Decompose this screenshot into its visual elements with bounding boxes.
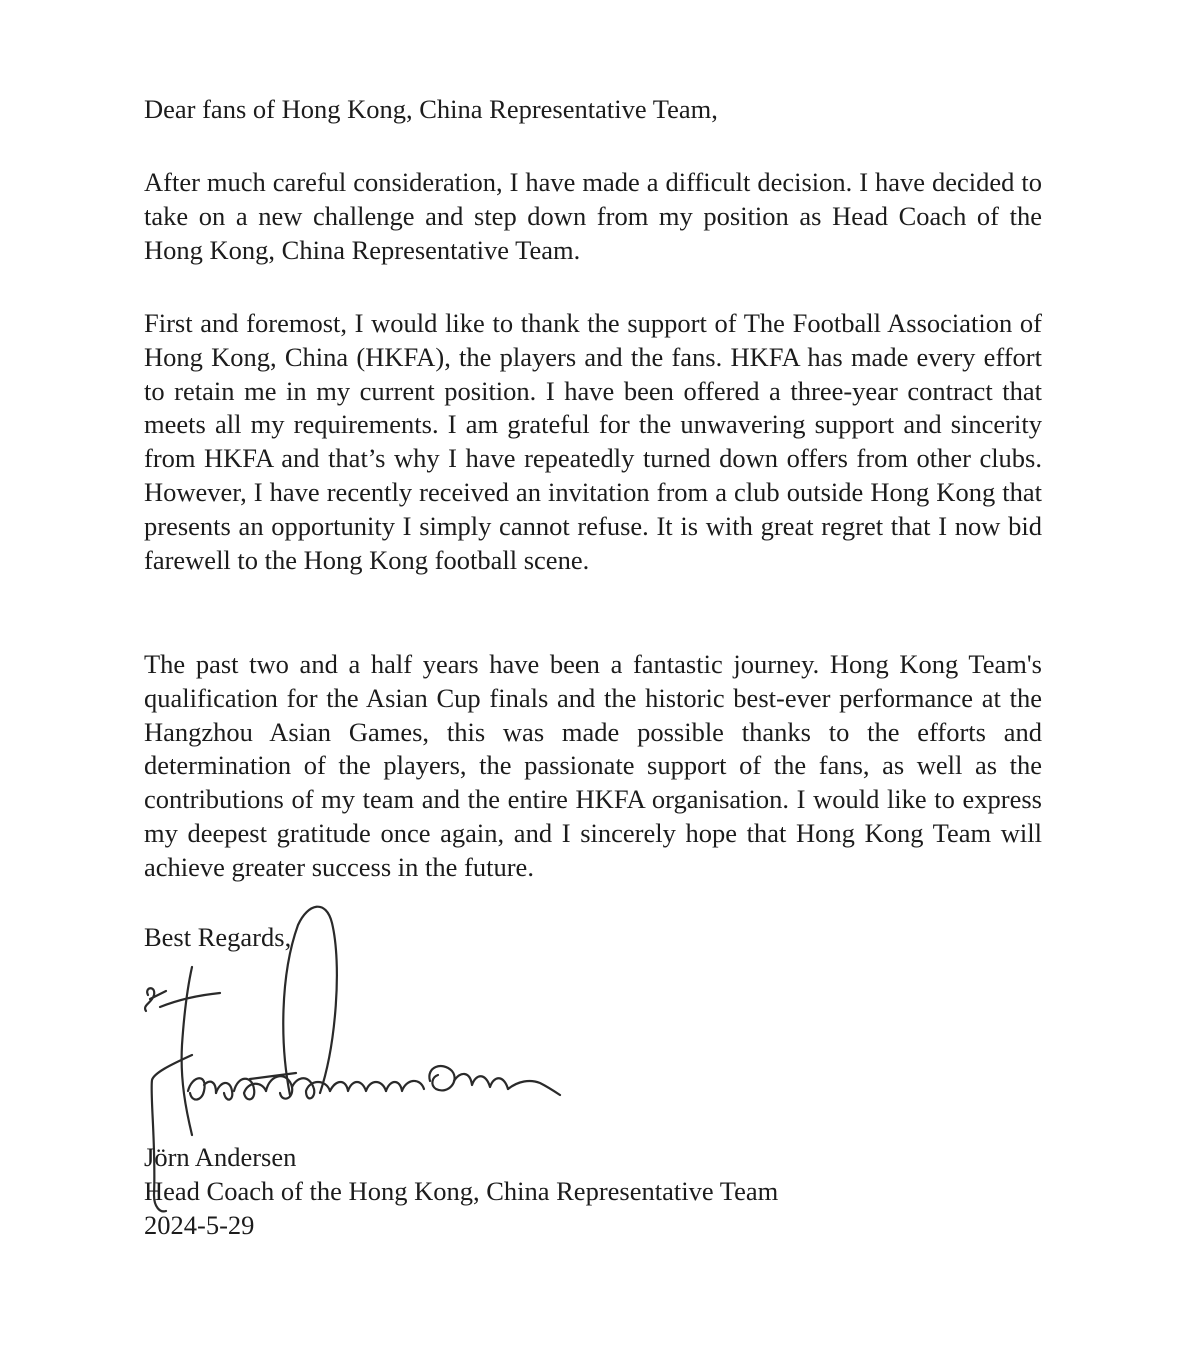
- letter-body: [144, 92, 1042, 882]
- closing: Best Regards,: [144, 922, 292, 952]
- salutation: Dear fans of Hong Kong, China Representative Team,: [144, 94, 718, 124]
- signature-block: [144, 1140, 1044, 1242]
- signatory-title: Head Coach of the Hong Kong, China Representative Team: [144, 1176, 779, 1206]
- paragraph: The past two and a half years have been a fantastic journey. Hong Kong Team's qualification for the Asian Cup finals and the historic best-ever performance at the Hangzhou Asian Games, this was made possible thanks to the efforts and determination of the players, the passionate support of the fans, as well as the contributions of my team and the entire HKFA organisation. I would like to express my deepest gratitude once again, and I sincerely hope that Hong Kong Team will achieve greater success in the future.: [144, 649, 1042, 882]
- signatory-name: Jörn Andersen: [144, 1142, 297, 1172]
- paragraph: After much careful consideration, I have made a difficult decision. I have decided to take on a new challenge and step down from my position as Head Coach of the Hong Kong, China Representative Team.: [144, 167, 1042, 265]
- paragraph: First and foremost, I would like to thank the support of The Football Association of Hong Kong, China (HKFA), the players and the fans. HKFA has made every effort to retain me in my current position. I have been offered a three-year contract that meets all my requirements. I am grateful for the unwavering support and sincerity from HKFA and that’s why I have repeatedly turned down offers from other clubs. However, I have recently received an invitation from a club outside Hong Kong that presents an opportunity I simply cannot refuse. It is with great regret that I now bid farewell to the Hong Kong football scene.: [144, 308, 1042, 575]
- letter-date: 2024-5-29: [144, 1210, 255, 1240]
